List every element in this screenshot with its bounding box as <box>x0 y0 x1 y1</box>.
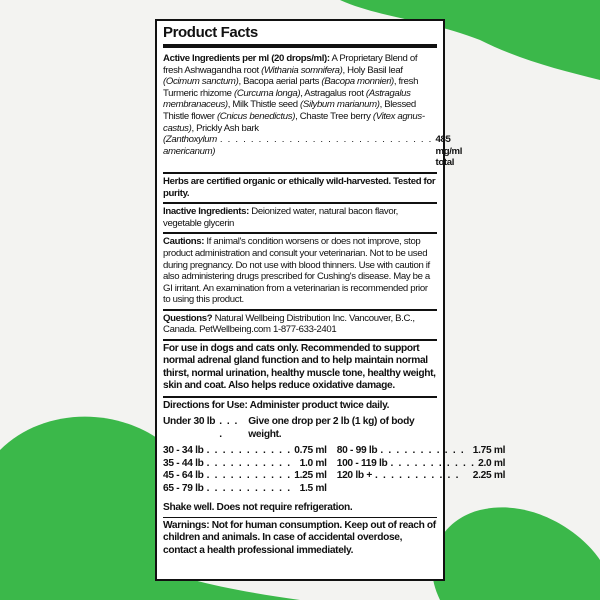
active-last-part: (Zanthoxylum americanum) <box>163 134 217 157</box>
ingredient-text: , Milk Thistle seed <box>227 99 301 111</box>
dose-weight: 30 - 34 lb <box>163 445 204 457</box>
dose-row <box>337 458 506 471</box>
botanical-name: (Silybum marianum) <box>300 99 380 111</box>
active-total-row <box>163 134 463 169</box>
herbs-note: Herbs are certified organic or ethically wild-harvested. Tested for purity. <box>163 174 437 204</box>
botanical-name: (Astragalus membranaceus) <box>163 87 411 111</box>
cautions-label: Cautions: <box>163 236 205 248</box>
green-blob-bottom-right-shape <box>432 507 600 600</box>
questions-label: Questions? <box>163 312 213 324</box>
dose-weight: 120 lb + <box>336 470 372 482</box>
leader-dots: . . . . . . . . . . . . . . . . . . . . . . . . . . . . <box>219 134 433 146</box>
inactive-section <box>163 204 437 234</box>
green-blob-bottom-left-shape <box>0 417 160 600</box>
active-total: 485 mg/ml total <box>435 134 463 169</box>
botanical-name: (Vitex agnus-castus) <box>163 110 425 134</box>
dose-dots: . . . . . . . . . . . <box>206 470 292 482</box>
dose-amount: 2.25 ml <box>472 470 506 482</box>
dose-dots: . . . . . . . . . . . <box>206 483 292 495</box>
dose-weight: 100 - 119 lb <box>336 457 388 469</box>
cautions-section <box>163 234 437 311</box>
warnings-section <box>163 518 437 560</box>
dose-amount: 1.5 ml <box>299 483 327 495</box>
botanical-name: (Cnicus benedictus) <box>216 110 296 122</box>
dose-dots: . . . . . . . . . . . <box>380 445 465 457</box>
dose-weight: 80 - 99 lb <box>336 445 378 457</box>
dose-amount: 2.0 ml <box>478 457 506 469</box>
botanical-name: (Withania somnifera) <box>261 64 343 76</box>
directions-heading: Directions for Use: Administer product twice daily. <box>163 399 390 411</box>
dose-row <box>163 458 327 471</box>
active-label: Active Ingredients per ml (20 drops/ml): <box>163 53 330 64</box>
dose-amount: 0.75 ml <box>294 445 327 457</box>
dose-column-left <box>163 445 327 495</box>
botanical-name: (Bacopa monnieri) <box>321 76 394 88</box>
ingredient-text: , Holy Basil leaf <box>342 64 403 76</box>
under-dots: . . . . <box>219 416 239 440</box>
dose-row <box>337 445 506 458</box>
inactive-text: Deionized water, natural bacon flavor, vegetable glycerin <box>163 206 398 229</box>
dose-column-right <box>337 445 506 495</box>
product-facts-panel <box>155 19 506 581</box>
ingredient-text: , Chaste Tree berry <box>295 110 373 122</box>
warnings-label: Warnings: <box>163 520 210 532</box>
use-statement: For use in dogs and cats only. Recommended to support normal adrenal gland function and to help maintain normal thirst, normal urination, healthy muscle tone, healthy weight, skin and coat. Also helps reduce oxidative damage. <box>163 341 437 398</box>
ingredient-text: , Bacopa aerial parts <box>238 76 322 88</box>
dose-amount: 1.75 ml <box>472 445 506 457</box>
ingredient-text: , Blessed Thistle flower <box>163 99 416 122</box>
active-parts <box>163 53 425 134</box>
shake-note: Shake well. Does not require refrigeration. <box>163 501 353 513</box>
cautions-text: If animal's condition worsens or does not improve, stop product administration and consult your veterinarian. Not to be used during pregnancy. Do not use with blood thinners. Use with caution if also administering drugs prescribed for Cushing's disease. May be a GI irritant. An examination from a veterinarian is recommended prior to using this product. <box>163 236 430 306</box>
questions-section <box>163 311 437 341</box>
botanical-name: (Ocimum sanctum) <box>163 76 239 88</box>
dose-row <box>163 445 327 458</box>
warnings-text: Not for human consumption. Keep out of reach of children and animals. In case of accidental overdose, contact a health professional immediately. <box>163 520 436 556</box>
directions-section <box>163 398 506 518</box>
dose-table <box>163 445 506 495</box>
dose-amount: 1.0 ml <box>299 457 327 469</box>
questions-text: Natural Wellbeing Distribution Inc. Vancouver, B.C., Canada. PetWellbeing.com 1-877-633-2401 <box>163 312 415 336</box>
dose-amount: 1.25 ml <box>294 470 327 482</box>
dose-weight: 45 - 64 lb <box>163 470 204 482</box>
dose-weight: 65 - 79 lb <box>163 483 204 495</box>
panel-title: Product Facts <box>163 24 437 48</box>
dose-dots: . . . . . . . . . . . <box>390 457 476 469</box>
inactive-label: Inactive Ingredients: <box>163 206 249 218</box>
botanical-name: (Curcuma longa) <box>234 87 301 99</box>
active-ingredients-section <box>163 51 463 174</box>
ingredient-text: A Proprietary Blend of fresh Ashwagandha root <box>163 53 418 76</box>
ingredient-text: , fresh Turmeric rhizome <box>163 76 419 99</box>
dose-row <box>163 470 327 483</box>
dose-dots: . . . . . . . . . . . <box>374 470 460 482</box>
under-weight: Under 30 lb <box>163 416 216 428</box>
ingredient-text: , Prickly Ash bark <box>191 122 259 134</box>
dose-dots: . . . . . . . . . . . <box>206 445 292 457</box>
dose-row <box>337 470 506 483</box>
dose-row <box>163 483 327 496</box>
under-row <box>163 416 437 441</box>
under-text: Give one drop per 2 lb (1 kg) of body weight. <box>248 416 415 440</box>
ingredient-text: , Astragalus root <box>300 87 366 99</box>
dose-dots: . . . . . . . . . . . <box>206 457 292 469</box>
dose-weight: 35 - 44 lb <box>163 457 204 469</box>
